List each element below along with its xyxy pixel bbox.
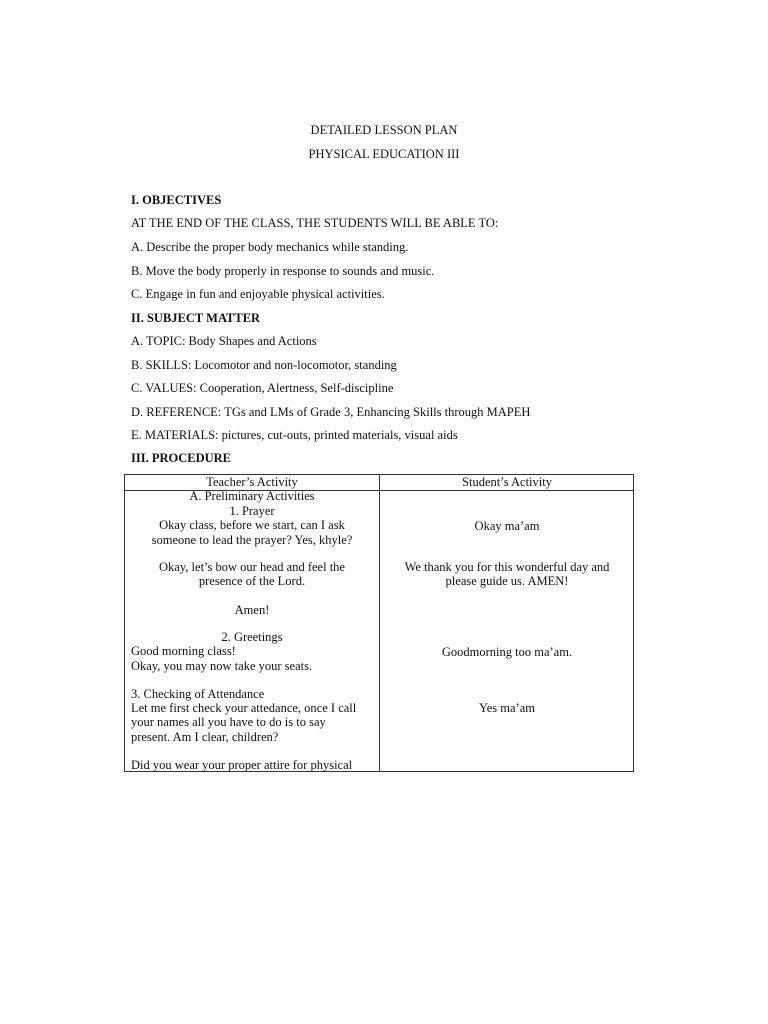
student-line: Yes ma’am: [478, 701, 536, 715]
teacher-line: Okay, you may now take your seats.: [131, 659, 313, 673]
teacher-line: Good morning class!: [131, 644, 236, 658]
teacher-line: A. Preliminary Activities: [189, 489, 315, 503]
objectives-intro: AT THE END OF THE CLASS, THE STUDENTS WILL BE ABLE TO:: [131, 216, 499, 230]
subject-matter-item: D. REFERENCE: TGs and LMs of Grade 3, Enhancing Skills through MAPEH: [131, 405, 531, 419]
table-header-teacher: Teacher’s Activity: [206, 475, 298, 489]
subject-matter-item: B. SKILLS: Locomotor and non-locomotor, standing: [131, 358, 397, 372]
subject-matter-item: C. VALUES: Cooperation, Alertness, Self-discipline: [131, 381, 394, 395]
teacher-line: presence of the Lord.: [198, 574, 306, 588]
teacher-line: Did you wear your proper attire for physical: [131, 758, 353, 772]
student-line: Okay ma’am: [474, 519, 540, 533]
document-title: DETAILED LESSON PLAN: [310, 123, 458, 137]
teacher-line: Okay, let’s bow our head and feel the: [159, 560, 345, 574]
objective-item: B. Move the body properly in response to sounds and music.: [131, 264, 435, 278]
objectives-heading: I. OBJECTIVES: [131, 193, 222, 207]
teacher-line: someone to lead the prayer? Yes, khyle?: [151, 533, 353, 547]
teacher-line: your names all you have to do is to say: [131, 715, 326, 729]
procedure-table: [124, 474, 634, 772]
student-line: Goodmorning too ma’am.: [441, 645, 573, 659]
teacher-line: present. Am I clear, children?: [131, 730, 279, 744]
subject-matter-item: E. MATERIALS: pictures, cut-outs, printed materials, visual aids: [131, 428, 458, 442]
table-header-student: Student’s Activity: [462, 475, 552, 489]
student-line: We thank you for this wonderful day and: [404, 560, 610, 574]
teacher-line: Amen!: [234, 603, 270, 617]
objective-item: C. Engage in fun and enjoyable physical activities.: [131, 287, 385, 301]
teacher-line: 2. Greetings: [221, 630, 283, 644]
teacher-line: 1. Prayer: [229, 504, 275, 518]
student-line: please guide us. AMEN!: [445, 574, 569, 588]
teacher-line: Okay class, before we start, can I ask: [159, 518, 345, 532]
objective-item: A. Describe the proper body mechanics while standing.: [131, 240, 409, 254]
teacher-line: Let me first check your attedance, once I call: [131, 701, 357, 715]
document-subject: PHYSICAL EDUCATION III: [308, 147, 460, 161]
subject-matter-item: A. TOPIC: Body Shapes and Actions: [131, 334, 317, 348]
teacher-line: 3. Checking of Attendance: [131, 687, 265, 701]
subject-matter-heading: II. SUBJECT MATTER: [131, 311, 261, 325]
procedure-heading: III. PROCEDURE: [131, 451, 232, 465]
